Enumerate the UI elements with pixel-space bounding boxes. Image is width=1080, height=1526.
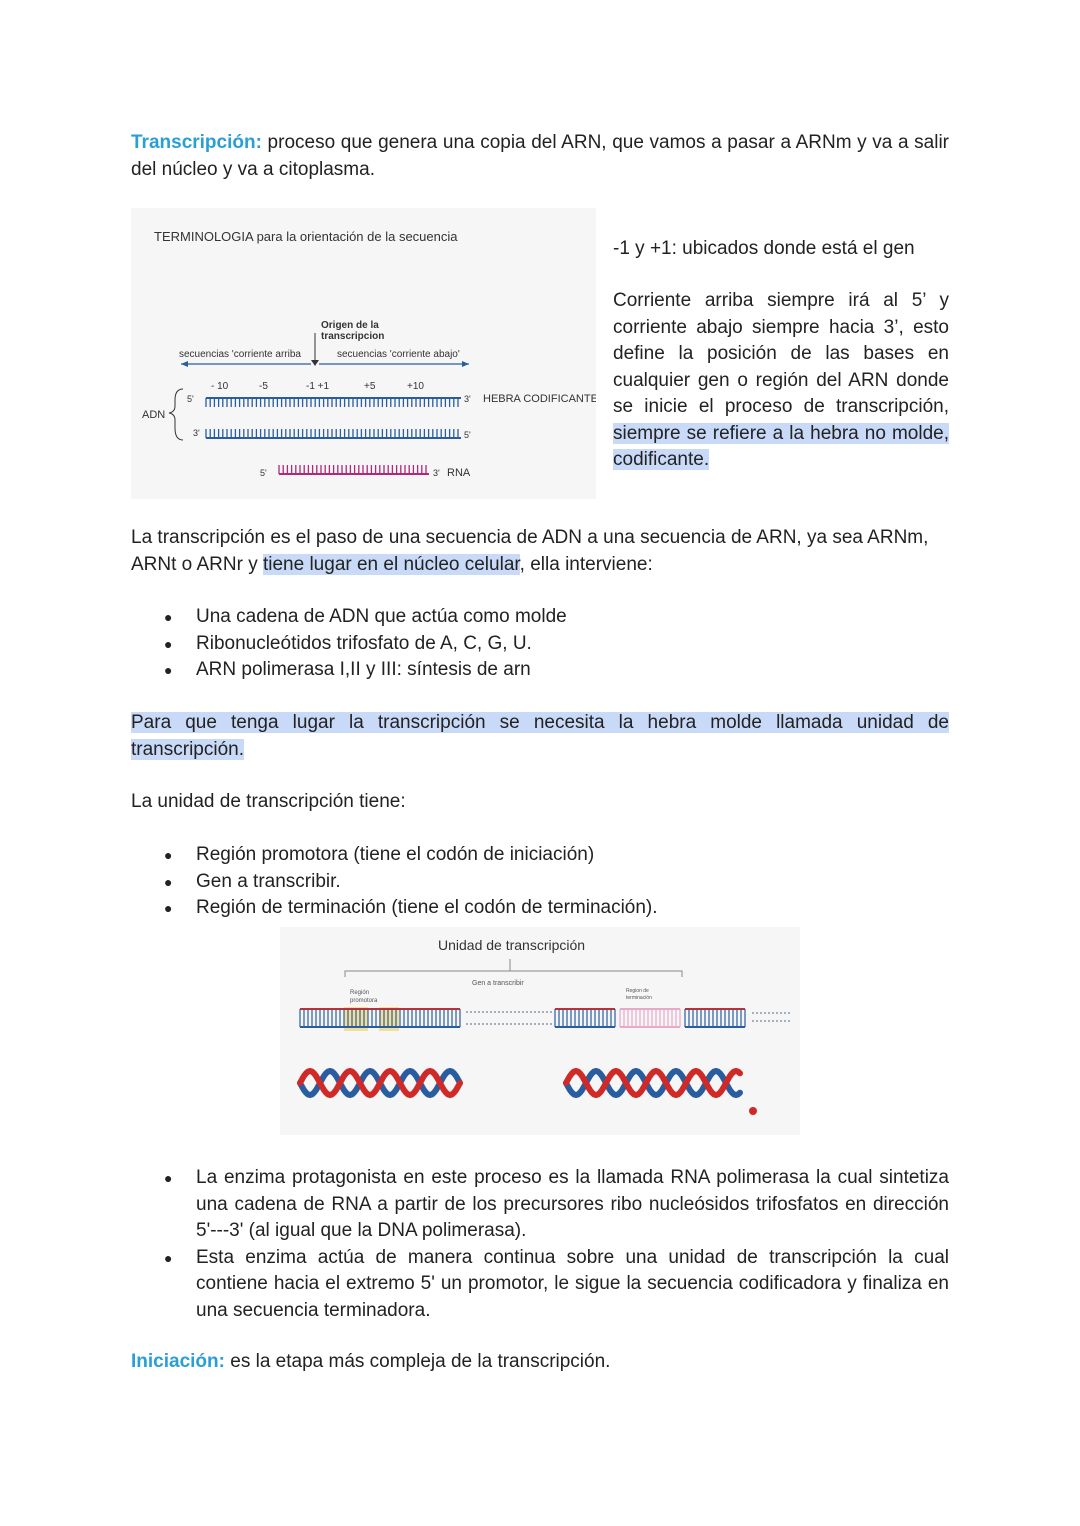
- list-item: ● Ribonucleótidos trifosfato de A, C, G, U.: [164, 631, 949, 658]
- list-item: ● Una cadena de ADN que actúa como molde: [164, 604, 949, 631]
- paragraph-initiation: [131, 1349, 949, 1376]
- components-list: [164, 604, 949, 684]
- side-paragraph-highlight: siempre se refiere a la hebra no molde, codificante.: [613, 422, 949, 470]
- side-paragraph-text: Corriente arriba siempre irá al 5’ y corriente abajo siempre hacia 3’, esto define la posición de las bases en cualquier gen o región del ARN donde se inicie el proceso de transcripción,: [613, 290, 949, 417]
- rna-3prime: 3': [433, 468, 440, 478]
- rna-label: RNA: [447, 467, 471, 479]
- promoter-label-2: promotora: [350, 998, 378, 1004]
- intro-paragraph: [131, 130, 949, 183]
- list-item: ● Región de terminación (tiene el codón de terminación).: [164, 895, 949, 922]
- upstream-label: secuencias 'corriente arriba: [179, 349, 301, 360]
- intro-text: proceso que genera una copia del ARN, que vamos a pasar a ARNm y va a salir del núcleo y va a citoplasma.: [131, 132, 949, 180]
- paragraph-transcription-highlight: tiene lugar en el núcleo celular: [262, 553, 520, 575]
- intro-keyword: Transcripción:: [131, 132, 262, 153]
- bottom-strand-3prime: 3': [193, 428, 200, 438]
- adn-label: ADN: [142, 409, 166, 421]
- paragraph-unit: La unidad de transcripción tiene:: [131, 791, 406, 812]
- tick-label-minus5: -5: [259, 381, 268, 392]
- paragraph-template: [131, 710, 949, 763]
- origin-label-2: transcripcion: [321, 331, 385, 342]
- initiation-keyword: Iniciación:: [131, 1351, 225, 1372]
- paragraph-template-highlight: Para que tenga lugar la transcripción se necesita la hebra molde llamada unidad de transcripción.: [131, 712, 949, 760]
- gene-label: Gen a transcribir: [472, 980, 524, 987]
- rna-strand: [279, 465, 429, 474]
- origin-arrow-head: [311, 360, 319, 366]
- bottom-strand-5prime: 5': [464, 430, 471, 440]
- list-item: ● La enzima protagonista en este proceso es la llamada RNA polimerasa la cual sintetiza una cadena de RNA a partir de los precursores ribo nucleósidos trifosfatos en dirección 5'---3' (al igual que la DNA polimerasa).: [164, 1165, 949, 1245]
- unit-list: [164, 842, 949, 922]
- terminology-diagram: [131, 208, 596, 499]
- tick-label-origin: -1 +1: [306, 381, 330, 392]
- tick-label-plus5: +5: [364, 381, 376, 392]
- cursor-dot: [749, 1107, 757, 1115]
- list-item: ● Esta enzima actúa de manera continua sobre una unidad de transcripción la cual contiene hacia el extremo 5' un promotor, le sigue la secuencia codificadora y finaliza en una secuencia terminadora.: [164, 1245, 949, 1325]
- dna-helices: [300, 1071, 740, 1095]
- figure2-title: Unidad de transcripción: [438, 937, 586, 953]
- polymerase-list: [164, 1165, 949, 1324]
- termination-label-2: terminación: [626, 995, 652, 1001]
- unit-strands: [300, 1009, 792, 1027]
- top-strand-3prime: 3': [464, 394, 471, 404]
- side-line: -1 y +1: ubicados donde está el gen: [613, 238, 915, 259]
- termination-label-1: Region de: [626, 988, 649, 994]
- paragraph-transcription-a: La transcripción es el paso de una secuencia de ADN a una secuencia de ARN, ya sea ARNm, ARNt o ARNr y: [131, 527, 929, 575]
- transcription-unit-figure: [280, 927, 800, 1135]
- coding-strand-label: HEBRA CODIFICANTE: [483, 393, 596, 405]
- tick-label-plus10: +10: [407, 381, 424, 392]
- promoter-label-1: Región: [350, 990, 370, 996]
- tick-label-minus10: - 10: [211, 381, 229, 392]
- terminology-figure: [131, 208, 596, 499]
- figure1-title: TERMINOLOGIA para la orientación de la secuencia: [154, 229, 458, 244]
- origin-label-1: Origen de la: [321, 320, 379, 331]
- top-strand-5prime: 5': [187, 394, 194, 404]
- list-item: ● ARN polimerasa I,II y III: síntesis de arn: [164, 657, 949, 684]
- initiation-text: es la etapa más compleja de la transcripción.: [224, 1351, 611, 1372]
- side-paragraph: [613, 288, 949, 474]
- paragraph-transcription: [131, 525, 949, 578]
- unit-bracket: [345, 971, 682, 977]
- adn-brace: [169, 389, 183, 440]
- rna-5prime: 5': [260, 468, 267, 478]
- downstream-label: secuencias 'corriente abajo': [337, 349, 460, 360]
- template-strand: [206, 429, 461, 438]
- list-item: ● Región promotora (tiene el codón de iniciación): [164, 842, 949, 869]
- list-item: ● Gen a transcribir.: [164, 869, 949, 896]
- paragraph-transcription-b: , ella interviene:: [519, 553, 653, 575]
- coding-strand: [206, 398, 461, 407]
- transcription-unit-diagram: [280, 927, 800, 1135]
